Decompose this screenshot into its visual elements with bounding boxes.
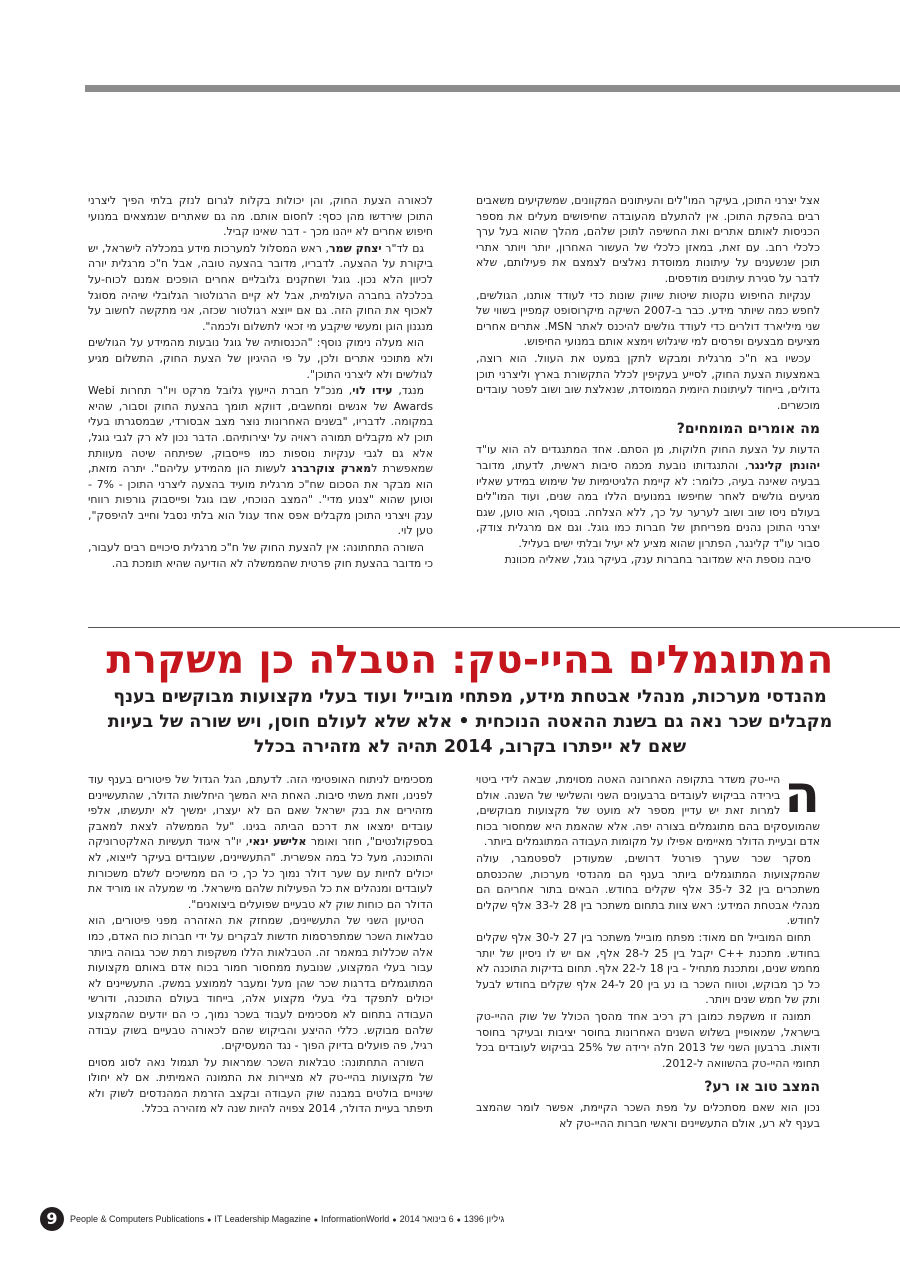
paragraph: הוא מעלה נימוק נוסף: "הכנסותיה של גוגל נובעות מהמידע על הגולשים ולא מתוכני אתרים ולכן, על פי ההיגיון של הצעת החוק, התשלום מגיע לגולשים ולא ליצרני התוכן". bbox=[88, 336, 433, 381]
bullet-icon: ● bbox=[313, 1217, 318, 1224]
paragraph: נכון הוא שאם מסתכלים על מפת השכר הקיימת, אפשר לומר שהמצב בענף לא רע, אולם התעשיינים וראשי חברות ההיי-טק לא bbox=[476, 1101, 820, 1130]
paragraph: ענקיות החיפוש נוקטות שיטות שיווק שונות כדי לעודד אותנו, הגולשים, לחפש כמה שיותר מידע. כבר ב-2007 השיקה מיקרוסופט קמפיין בשווי של שני מיליארד דולרים כדי לעודד גולשים להיכנס לאתר MSN. אתרים אחרים מציעים מבצעים ופרסים למי שיגלוש וימצא אותם במנועי החיפוש. bbox=[476, 288, 821, 349]
paragraph: מנגד, עידו לוי, מנכ"ל חברת הייעוץ גלובל מרקט ויו"ר תחרות Webi Awards של אנשים ומחשבים, דווקא תומך בהצעת החוק וסבור, שהיא במקומה. לדבריו, "בשנים האחרונות נוצר מצב אבסורדי, שבמסגרתו בעלי תוכן לא מקבלים תמורה ראויה על יצירותיהם. הדבר נכון לא רק לגבי גוגל, אלא גם לגבי ענקיות נוספות כמו פייסבוק, שפיתחה שיטה מעוותת שמאפשרת למארק צוקרברג לעשות הון מהמידע עליהם". יתרה מזאת, הוא מבקר את הסכום שח"כ מרגלית מועיד בהצעה ליצרני התוכן - 7% - וטוען שהוא "צנוע מדי". "המצב הנוכחי, שבו גוגל ופייסבוק גורפות רווחי ענק ויצרני התוכן מקבלים אפס אחד עגול הוא בלתי נסבל וחייב להיפסק", טען לוי. bbox=[88, 384, 433, 538]
paragraph: סיבה נוספת היא שמדובר בחברות ענק, בעיקר גוגל, שאליה מכוונת bbox=[504, 553, 811, 567]
paragraph: מסקר שכר שערך פורטל דרושים, שמעודכן לספטמבר, עולה שהמקצועות המתוגמלים ביותר בענף הם מהנדסי מערכות, שהכנסתם משתכרים בין 32 ל-35 אלף שקלים בחודש. הבאים בתור אחריהם הם מנהלי אבטחת המידע: ראש צוות בתחום משתכר בין 28 ל-33 אלף שקלים לחודש. bbox=[476, 851, 820, 928]
article-headline: המתוגמלים בהיי-טק: הטבלה כן משקרת bbox=[106, 638, 834, 683]
paragraph: השורה התחתונה: אין להצעת החוק של ח"כ מרגלית סיכויים רבים לעבור, כי מדובר בהצעת חוק פרטית שהממשלה לא הודיעה שהיא תומכת בה. bbox=[88, 541, 433, 570]
magazine-name: InformationWorld bbox=[320, 1214, 390, 1224]
page-footer bbox=[40, 1207, 860, 1237]
paragraph: תמונה זו משקפת כמובן רק רכיב אחד מהסך הכולל של שוק ההיי-טק בישראל, שמאופיין בשלוש השנים האחרונות בחוסר יציבות ובעיקר בחוסר ודאות. ברבעון השני של 2013 חלה ירידה של 25% בביקוש לעובדים בכל תחומי ההיי-טק בהשוואה ל-2012. bbox=[476, 1009, 820, 1070]
issue-date: 6 בינואר 2014 bbox=[399, 1214, 454, 1224]
bullet-icon: ● bbox=[456, 1217, 461, 1224]
paragraph: ה היי-טק משדר בתקופה האחרונה האטה מסוימת, שבאה לידי ביטוי בירידה בביקוש לעובדים ברבעונים השני והשלישי של השנה. אולם למרות זאת יש עדיין מספר לא מועט של מקצועות מבוקשים, שהמועסקים בהם מתוגמלים בצורה יפה. אלא שהאמת היא שמחסור בכוח אדם ובעיית הדולר מאיימים אפילו על מקומות העבודה המתוגמלים ביותר. bbox=[476, 765, 820, 849]
paragraph: השורה התחתונה: טבלאות השכר שמראות על תגמול נאה לסוג מסוים של מקצועות בהיי-טק לא מציירות את התמונה האמיתית. אם לא יחולו שינויים בולטים במבנה שוק העבודה ובקצב הזרמת המהנדסים לשוק ולא תיפתר בעיית הדולר, 2014 צפויה להיות שנה לא מזהירה בכלל. bbox=[88, 1055, 433, 1116]
person-name: מארק צוקרברג bbox=[291, 462, 372, 476]
paragraph: גם לד"ר יצחק שמר, ראש המסלול למערכות מידע במכללה לישראל, יש ביקורת על ההצעה. לדבריו, מדובר בהצעה טובה, אבל ח"כ מרגלית יורה לכיוון הלא נכון. גוגל ושחקנים גלובליים אחרים הופכים אמנם לכוח-על בכלכלה בחברה העולמית, אבל לא קיים הרגולטור הגלובלי שיהיה מסוגל לאכוף את החוק הזה. גם אם ייוצא רגולטור שכזה, אני מתקשה לחשוב על מנגנון הוגן ומעשי שיקבע מי זכאי לתשלום ולכמה". bbox=[88, 241, 433, 333]
paragraph: עכשיו בא ח"כ מרגלית ומבקש לתקן במעט את העוול. הוא רוצה, באמצעות הצעת החוק, לסייע בעקיפין לכלל התקשורת בארץ וליצרני תוכן גדולים, בייחוד לעיתונות היומית הממוסדת, שנאלצת שוב ושוב לפטר עובדים מוכשרים. bbox=[476, 351, 820, 412]
issue-number: גיליון 1396 bbox=[463, 1214, 505, 1224]
paragraph: הטיעון השני של התעשיינים, שמחזק את האזהרה מפני פיטורים, הוא טבלאות השכר שמתפרסמות חדשות לבקרים על ידי חברות כוח האדם, כמו אלה שכללות במאמר זה. הטבלאות הללו משקפות רמת שכר גבוהה ביותר עבור בעלי המקצוע, שנובעת ממחסור חמור בכוח אדם באותם מקצועות המתוגמלים בדרגות שכר שהן מעל ומעבר לממוצע במשק. התעשיינים לא יכולים לתפקד בלי בעלי מקצוע אלה, בייחוד בעולם התוכנה, ודורשי העבודה בתחום לא מסכימים לעבוד בשכר נמוך, כי הם יודעים שהמקצוע שלהם מבוקש. כללי ההיצע והביקוש שהם לכאורה טבעיים בשוק עבודה רגיל, פה פועלים בדיוק הפוך - נגד המעסיקים. bbox=[88, 914, 433, 1053]
publisher-name: People & Computers Publications bbox=[70, 1214, 205, 1224]
paragraph: מסכימים לניתוח האופטימי הזה. לדעתם, הגל הגדול של פיטורים בענף עוד לפנינו, וזאת משתי סיבות. האחת היא המשך היחלשות הדולר, שהתעשיינים מזהירים את בנק ישראל שאם הם לא יעצרו, ימשיך לא יתעשתו, אלפי עובדים ימצאו את דרכם הביתה בגינו. "על הממשלה לצאת למאבק בספקולנטים", חוזר ואומר אלישע ינאי, יו"ר איגוד תעשיות האלקטרוניקה והתוכנה, מעל כל במה אפשרית. "התעשיינים, שעובדים בעיקר לייצוא, לא יכולים לחיות עם שער דולר נמוך כל כך, כי הם ממשיכים לשלם משכורות לעובדים ומנהלים את כל הפעילות שלהם מישראל. מי שמעלה או מוריד את הדולר הם כוחות שוק לא טבעיים שפועלים ביצואנים". bbox=[88, 773, 433, 911]
section-heading: המצב טוב או רע? bbox=[704, 1079, 820, 1096]
person-name: יהונתן קלינגר bbox=[748, 458, 820, 472]
paragraph: תחום המובייל חם מאוד: מפתח מובייל משתכר בין 27 ל-30 אלף שקלים בחודש. מתכנת ++C יקבל בין 25 ל-28 אלף, אם יש לו ניסיון של יותר מחמש שנים, ומתכנת מתחיל - בין 18 ל-22 אלף. תחום בדיקות התוכנה לא כל כך מבוקש, וטווח השכר בו נע בין 20 ל-24 אלף שקלים בחודש לבעל ותק של חמש שנים ויותר. bbox=[476, 930, 821, 1007]
top-right-column bbox=[476, 193, 820, 569]
drop-cap: ה bbox=[784, 765, 820, 825]
bottom-left-column bbox=[88, 772, 433, 1118]
top-left-column bbox=[88, 193, 433, 572]
person-name: עידו לוי bbox=[352, 384, 393, 398]
paragraph: הדעות על הצעת החוק חלוקות, מן הסתם. אחד המתנגדים לה הוא עו"ד יהונתן קלינגר, והתנגדותו נובעת מכמה סיבות ראשית, לדעתו, מדובר בבעיה שאינה בעיה, כלומר: לא קיימת הלגיטימיות של שימוש במידע שאליו מגיעים גולשים לאחר שחיפשו במנועים הללו במה שנים, ועוד המו"לים בעולם ניסו שוב ושוב לערער על כך, ללא הצלחה. בנוסף, הוא טוען, שגם יצרני התוכן נהנים מפריחתן של חברות כמו גוגל. וגם אם מרגלית צודק, סבור עו"ד קלינגר, הפתרון שהוא מציע לא יעיל ובלתי ישים בעליל. bbox=[476, 443, 820, 550]
article-subheadline: מהנדסי מערכות, מנהלי אבטחת מידע, מפתחי מובייל ועוד בעלי מקצועות מבוקשים בענף מקבלים שכר נאה גם בשנת ההאטה הנוכחית • אלא שלא לעולם חוסן, ויש שורה של בעיות שאם לא ייפתרו בקרוב, 2014 תהיה לא מזהירה בכלל bbox=[107, 687, 833, 757]
bullet-icon: ● bbox=[392, 1217, 397, 1224]
person-name: אלישע ינאי bbox=[249, 835, 307, 849]
section-heading: מה אומרים המומחים? bbox=[676, 421, 820, 438]
top-divider bbox=[85, 85, 900, 92]
person-name: יצחק שמר bbox=[329, 241, 382, 255]
bullet-icon: ● bbox=[207, 1217, 212, 1224]
paragraph: אצל יצרני התוכן, בעיקר המו"לים והעיתונים המקוונים, שמשקיעים משאבים רבים בהפקת התוכן. אין להתעלם מהעובדה שחיפושים מעלים את מספר הכניסות לאותם אתרים ואת החשיפה לתוכן שלהם, מהלך שהוא בעל ערך כלכלי רחב. עם זאת, במאזן כלכלי של העשור האחרון, יותר ויותר אתרי תוכן שנשענים על עיתונות ממוסדת נאלצים לצמצם את פעילותם, שלא לדבר על סגירת עיתונים מודפסים. bbox=[476, 194, 820, 285]
magazine-name: IT Leadership Magazine bbox=[214, 1214, 311, 1224]
footer-text bbox=[70, 1211, 504, 1229]
bottom-right-column bbox=[476, 765, 821, 1132]
page-number: 9 bbox=[40, 1207, 64, 1231]
section-divider bbox=[88, 627, 900, 628]
paragraph: לכאורה הצעת החוק, והן יכולות בקלות לגרום לנזק בלתי הפיך ליצרני התוכן שירדשו מהן כסף: לחסום אותם. מה גם שאתרים שנמצאים במנועי חיפוש אחרים לא ייהנו מכך - דבר שאינו קביל. bbox=[88, 194, 433, 239]
